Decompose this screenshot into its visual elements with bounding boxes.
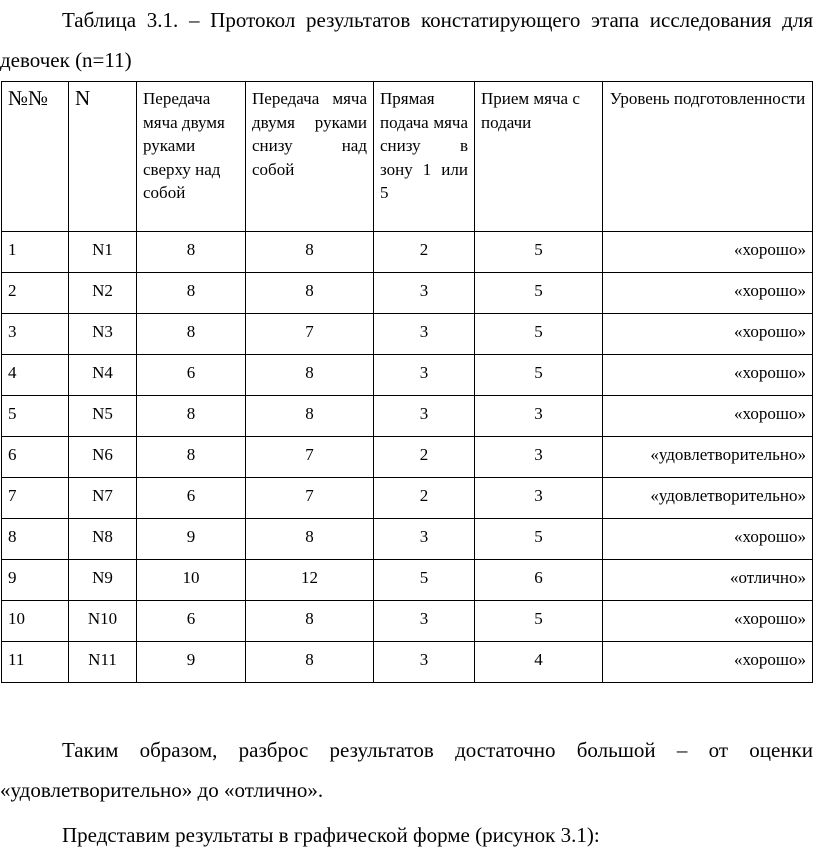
readiness-level: «хорошо» [603,273,813,314]
serve-score: 3 [374,519,475,560]
participant-name: N10 [69,601,137,642]
overhead-pass-score: 8 [137,396,246,437]
readiness-level: «хорошо» [603,601,813,642]
header-underhand-pass: Передача мяча двумя руками снизу над собой [246,82,374,232]
underhand-pass-score: 7 [246,314,374,355]
reception-score: 5 [475,601,603,642]
row-number: 1 [2,232,69,273]
overhead-pass-score: 10 [137,560,246,601]
underhand-pass-score: 7 [246,478,374,519]
underhand-pass-score: 8 [246,232,374,273]
reception-score: 3 [475,437,603,478]
underhand-pass-score: 8 [246,273,374,314]
readiness-level: «хорошо» [603,396,813,437]
reception-score: 3 [475,396,603,437]
header-readiness-level: Уровень подготовленности [603,82,813,232]
serve-score: 3 [374,314,475,355]
row-number: 3 [2,314,69,355]
readiness-level: «хорошо» [603,519,813,560]
serve-score: 3 [374,601,475,642]
serve-score: 2 [374,478,475,519]
table-row [2,396,813,437]
underhand-pass-score: 8 [246,396,374,437]
readiness-level: «хорошо» [603,232,813,273]
reception-score: 5 [475,314,603,355]
reception-score: 5 [475,355,603,396]
reception-score: 5 [475,232,603,273]
underhand-pass-score: 8 [246,601,374,642]
table-row [2,355,813,396]
header-overhead-pass: Передача мяча двумя руками сверху над собой [137,82,246,232]
overhead-pass-score: 8 [137,437,246,478]
serve-score: 2 [374,437,475,478]
underhand-pass-score: 12 [246,560,374,601]
participant-name: N8 [69,519,137,560]
row-number: 4 [2,355,69,396]
header-number: №№ [2,82,69,232]
header-name: N [69,82,137,232]
participant-name: N3 [69,314,137,355]
figure-intro-paragraph: Представим результаты в графической форме (рисунок 3.1): [62,823,600,847]
overhead-pass-score: 9 [137,642,246,683]
readiness-level: «хорошо» [603,642,813,683]
overhead-pass-score: 6 [137,478,246,519]
table-row [2,519,813,560]
table-row [2,314,813,355]
overhead-pass-score: 6 [137,355,246,396]
readiness-level: «отлично» [603,560,813,601]
reception-score: 5 [475,273,603,314]
header-serve: Прямая подача мяча снизу в зону 1 или 5 [374,82,475,232]
overhead-pass-score: 8 [137,314,246,355]
participant-name: N11 [69,642,137,683]
participant-name: N1 [69,232,137,273]
row-number: 6 [2,437,69,478]
table-row [2,273,813,314]
table-row [2,560,813,601]
serve-score: 3 [374,642,475,683]
serve-score: 5 [374,560,475,601]
underhand-pass-score: 8 [246,355,374,396]
row-number: 9 [2,560,69,601]
overhead-pass-score: 9 [137,519,246,560]
participant-name: N7 [69,478,137,519]
participant-name: N5 [69,396,137,437]
table-caption: Таблица 3.1. – Протокол результатов констатирующего этапа исследования для девочек (n=11) [0,8,813,72]
row-number: 11 [2,642,69,683]
readiness-level: «удовлетворительно» [603,437,813,478]
underhand-pass-score: 8 [246,642,374,683]
table-header-row [2,82,813,232]
row-number: 8 [2,519,69,560]
table-row [2,232,813,273]
serve-score: 2 [374,232,475,273]
table-row [2,642,813,683]
serve-score: 3 [374,396,475,437]
underhand-pass-score: 8 [246,519,374,560]
results-table [1,81,813,683]
readiness-level: «хорошо» [603,355,813,396]
overhead-pass-score: 8 [137,273,246,314]
table-row [2,437,813,478]
serve-score: 3 [374,273,475,314]
reception-score: 5 [475,519,603,560]
overhead-pass-score: 6 [137,601,246,642]
table-row [2,601,813,642]
readiness-level: «удовлетворительно» [603,478,813,519]
header-serve-reception: Прием мяча с подачи [475,82,603,232]
readiness-level: «хорошо» [603,314,813,355]
row-number: 5 [2,396,69,437]
participant-name: N2 [69,273,137,314]
overhead-pass-score: 8 [137,232,246,273]
table-row [2,478,813,519]
reception-score: 4 [475,642,603,683]
reception-score: 6 [475,560,603,601]
participant-name: N4 [69,355,137,396]
row-number: 10 [2,601,69,642]
participant-name: N6 [69,437,137,478]
participant-name: N9 [69,560,137,601]
conclusion-paragraph: Таким образом, разброс результатов достаточно большой – от оценки «удовлетворительно» до «отлично». [0,738,813,802]
row-number: 2 [2,273,69,314]
underhand-pass-score: 7 [246,437,374,478]
row-number: 7 [2,478,69,519]
serve-score: 3 [374,355,475,396]
reception-score: 3 [475,478,603,519]
